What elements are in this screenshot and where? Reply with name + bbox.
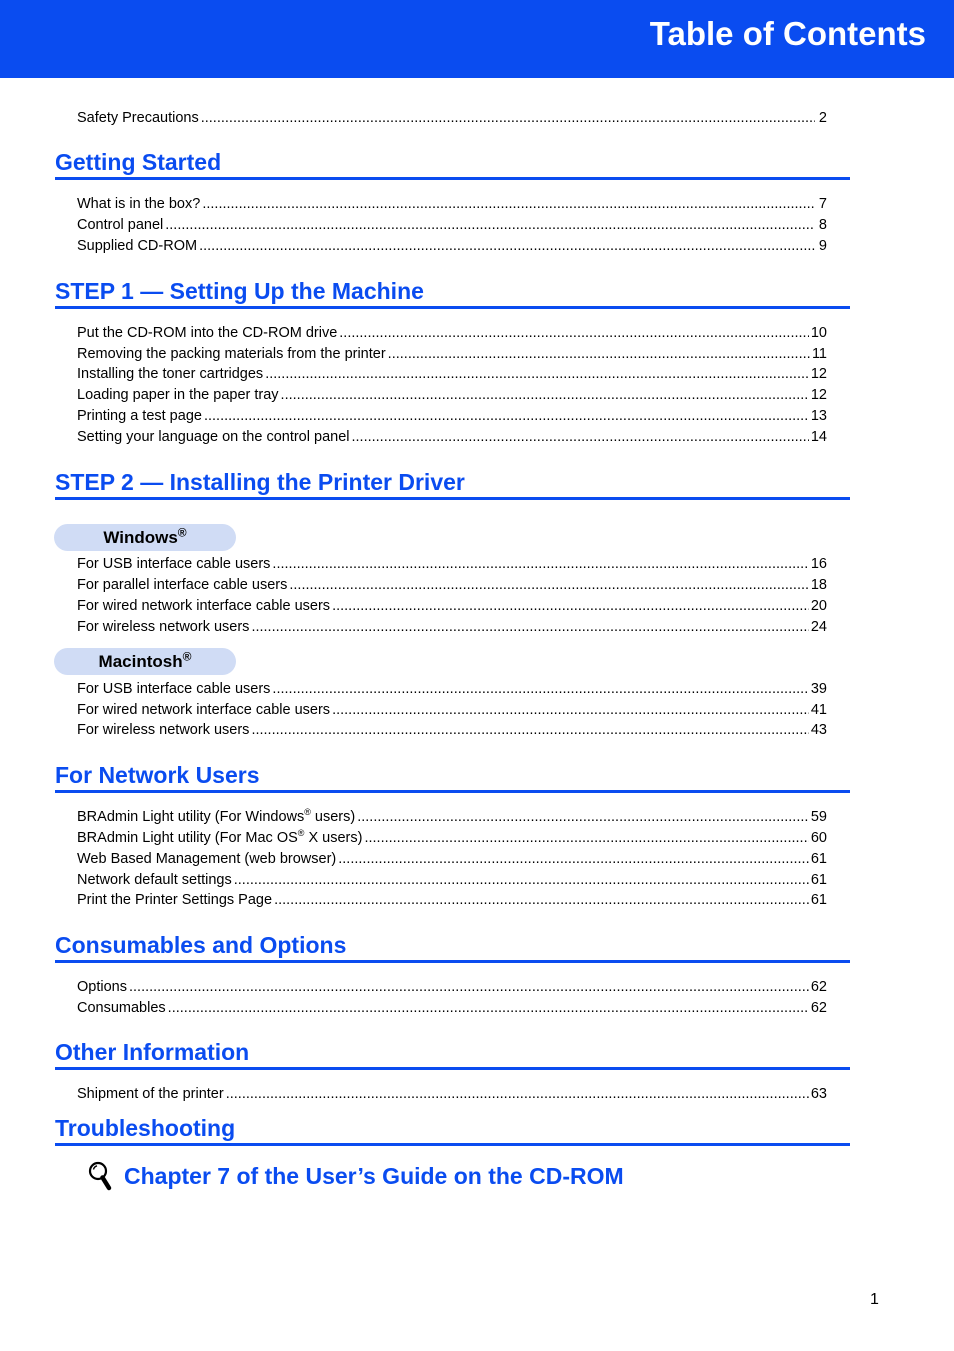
magnifier-icon (87, 1160, 113, 1192)
toc-entry[interactable]: Print the Printer Settings Page ..... 61 (77, 890, 827, 910)
header-bar (0, 0, 954, 78)
section-heading-network: For Network Users (55, 761, 850, 793)
section-heading-step1: STEP 1 — Setting Up the Machine (55, 277, 850, 309)
toc-entry[interactable]: For parallel interface cable users ..... 18 (77, 575, 827, 595)
page-number: 1 (870, 1291, 879, 1308)
toc-entry[interactable]: Supplied CD-ROM ..... 9 (77, 236, 827, 256)
section-heading-getting-started: Getting Started (55, 148, 850, 180)
toc-entry[interactable]: Put the CD-ROM into the CD-ROM drive ..... 10 (77, 323, 827, 343)
toc-entry[interactable]: For wireless network users ..... 24 (77, 617, 827, 637)
toc-entry[interactable]: BRAdmin Light utility (For Windows® users) ..... 59 (77, 807, 827, 827)
toc-entry[interactable]: Control panel ..... 8 (77, 215, 827, 235)
toc-entry[interactable]: BRAdmin Light utility (For Mac OS® X users) ..... 60 (77, 828, 827, 848)
chapter-reference[interactable] (87, 1160, 624, 1192)
toc-entry[interactable]: Installing the toner cartridges ..... 12 (77, 364, 827, 384)
toc-entry[interactable]: For USB interface cable users ..... 39 (77, 679, 827, 699)
chapter-reference-text: Chapter 7 of the User’s Guide on the CD-ROM (124, 1163, 624, 1189)
toc-entry[interactable]: Web Based Management (web browser) ..... 61 (77, 849, 827, 869)
page-title: Table of Contents (649, 15, 926, 52)
macintosh-subheading: Macintosh® (54, 648, 236, 675)
toc-entry[interactable]: What is in the box? ..... 7 (77, 194, 827, 214)
section-heading-troubleshooting: Troubleshooting (55, 1114, 850, 1146)
toc-entry[interactable]: Printing a test page ..... 13 (77, 406, 827, 426)
toc-entry[interactable]: Options ..... 62 (77, 977, 827, 997)
toc-entry[interactable]: For wireless network users ..... 43 (77, 720, 827, 740)
section-heading-other: Other Information (55, 1038, 850, 1070)
toc-entry[interactable]: For USB interface cable users ..... 16 (77, 554, 827, 574)
toc-entry[interactable]: For wired network interface cable users ..... 41 (77, 700, 827, 720)
toc-entry[interactable]: Safety Precautions ..... 2 (77, 108, 827, 128)
toc-entry[interactable]: Network default settings ..... 61 (77, 870, 827, 890)
section-heading-consumables: Consumables and Options (55, 931, 850, 963)
toc-entry[interactable]: Setting your language on the control panel ..... 14 (77, 427, 827, 447)
windows-subheading: Windows® (54, 524, 236, 551)
section-heading-step2: STEP 2 — Installing the Printer Driver (55, 468, 850, 500)
toc-entry[interactable]: Loading paper in the paper tray ..... 12 (77, 385, 827, 405)
toc-entry[interactable]: Shipment of the printer ..... 63 (77, 1084, 827, 1104)
toc-entry[interactable]: Removing the packing materials from the printer ..... 11 (77, 344, 827, 364)
toc-entry[interactable]: Consumables ..... 62 (77, 998, 827, 1018)
toc-entry[interactable]: For wired network interface cable users ..... 20 (77, 596, 827, 616)
